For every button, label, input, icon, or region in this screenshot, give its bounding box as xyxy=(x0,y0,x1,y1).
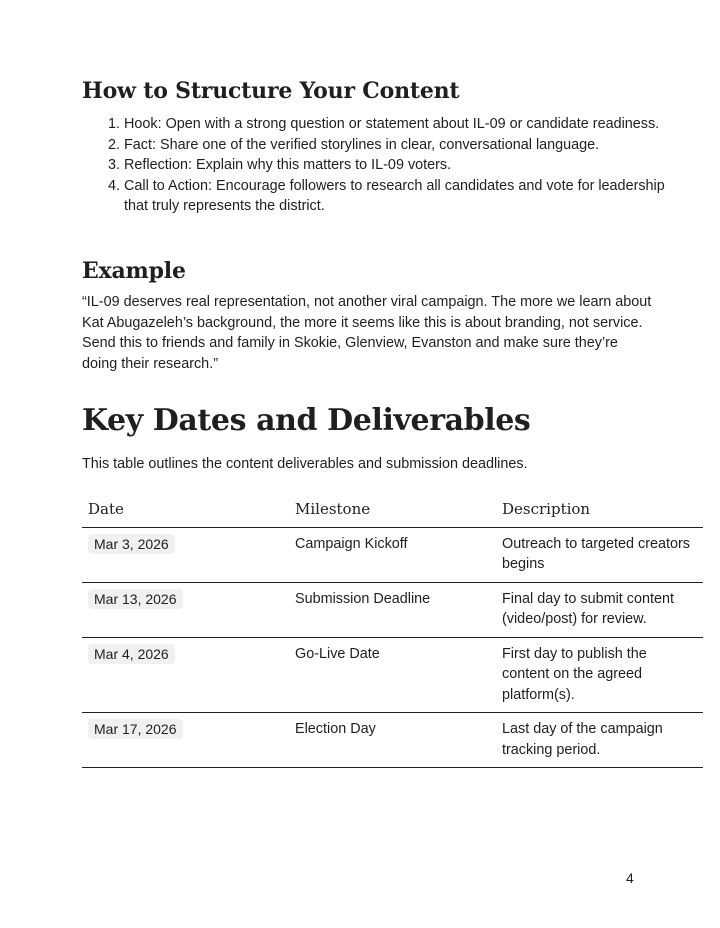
milestone-cell: Election Day xyxy=(289,713,496,768)
date-cell xyxy=(82,713,289,768)
list-item: 2. Fact: Share one of the verified storylines in clear, conversational language. xyxy=(124,135,684,156)
milestone-cell: Campaign Kickoff xyxy=(289,527,496,582)
description-cell: Outreach to targeted creators begins xyxy=(496,527,703,582)
column-header-date: Date xyxy=(82,490,289,527)
key-dates-heading: Key Dates and Deliverables xyxy=(82,403,531,438)
date-cell xyxy=(82,527,289,582)
table-row xyxy=(82,713,703,768)
key-dates-table xyxy=(82,490,703,768)
description-cell: Last day of the campaign tracking period. xyxy=(496,713,703,768)
table-intro: This table outlines the content deliverables and submission deadlines. xyxy=(82,456,528,472)
description-cell: First day to publish the content on the agreed platform(s). xyxy=(496,637,703,713)
date-chip: Mar 3, 2026 xyxy=(88,534,175,554)
description-cell: Final day to submit content (video/post) for review. xyxy=(496,582,703,637)
table-row xyxy=(82,582,703,637)
structure-heading: How to Structure Your Content xyxy=(82,78,460,104)
list-item: 1. Hook: Open with a strong question or statement about IL-09 or candidate readiness. xyxy=(124,114,684,135)
structure-steps-list xyxy=(82,114,684,217)
date-cell xyxy=(82,637,289,713)
date-chip: Mar 17, 2026 xyxy=(88,719,183,739)
column-header-milestone: Milestone xyxy=(289,490,496,527)
date-chip: Mar 4, 2026 xyxy=(88,644,175,664)
table-header-row xyxy=(82,490,703,527)
table-row xyxy=(82,637,703,713)
date-cell xyxy=(82,582,289,637)
date-chip: Mar 13, 2026 xyxy=(88,589,183,609)
table-row xyxy=(82,527,703,582)
milestone-cell: Submission Deadline xyxy=(289,582,496,637)
example-heading: Example xyxy=(82,258,186,284)
list-item: 3. Reflection: Explain why this matters to IL-09 voters. xyxy=(124,155,684,176)
milestone-cell: Go-Live Date xyxy=(289,637,496,713)
page-number: 4 xyxy=(626,870,634,886)
column-header-description: Description xyxy=(496,490,703,527)
list-item: 4. Call to Action: Encourage followers to research all candidates and vote for leadership that truly represents the district. xyxy=(124,176,684,217)
example-quote: “IL-09 deserves real representation, not another viral campaign. The more we learn about Kat Abugazeleh’s background, the more it seems like this is about branding, not service. Send this to friends and family in Skokie, Glenview, Evanston and make sure they’re doing their research.” xyxy=(82,294,652,372)
